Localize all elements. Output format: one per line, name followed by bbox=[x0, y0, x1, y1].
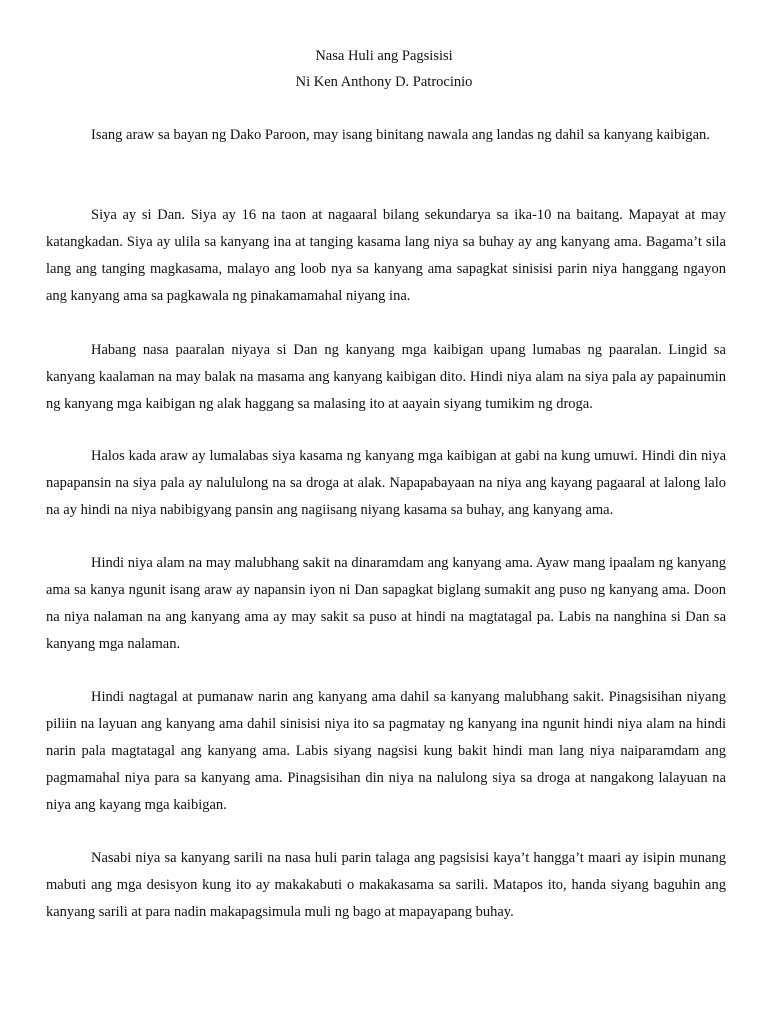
document-author: Ni Ken Anthony D. Patrocinio bbox=[295, 74, 473, 90]
paragraph-text: Isang araw sa bayan ng Dako Paroon, may isang binitang nawala ang landas ng dahil sa kanyang kaibigan. bbox=[91, 127, 710, 143]
paragraph-5 bbox=[46, 550, 726, 658]
paragraph-text: Halos kada araw ay lumalabas siya kasama ng kanyang mga kaibigan at gabi na kung umuwi. Hindi din niya napapansin na siya pala ay nalululong na sa droga at alak. Napapabayaan na niya ang kayang pagaaral at lalong lalo na ay hindi na niya nabibigyang pansin ang nagiisang niyang kasama sa buhay, ang kanyang ama. bbox=[46, 448, 726, 518]
paragraph-4 bbox=[46, 443, 726, 524]
document-title: Nasa Huli ang Pagsisisi bbox=[315, 48, 453, 64]
paragraph-text: Hindi nagtagal at pumanaw narin ang kanyang ama dahil sa kanyang malubhang sakit. Pinagsisihan niyang piliin na layuan ang kanyang ama dahil sinisisi niya ito sa pagmatay ng kanyang ina ngunit hindi niya alam na hindi narin pala magtatagal ang kanyang ama. Labis siyang nagsisi kung bakit hindi man lang niya naiparamdam ang pagmamahal niya para sa kanyang ama. Pinagsisihan din niya na nalulong siya sa droga at nangakong lalayuan na niya ang kayang mga kaibigan. bbox=[46, 689, 726, 813]
paragraph-text: Siya ay si Dan. Siya ay 16 na taon at nagaaral bilang sekundarya sa ika-10 na baitang. Mapayat at may katangkadan. Siya ay ulila sa kanyang ina at tanging kasama lang niya sa buhay ay ang kanyang ama. Bagama’t sila lang ang tanging magkasama, malayo ang loob nya sa kanyang ama sapagkat sinisisi parin niya hanggang ngayon ang kanyang ama sa pagkawala ng pinakamamahal niyang ina. bbox=[46, 207, 726, 304]
paragraph-6 bbox=[46, 684, 726, 819]
paragraph-text: Habang nasa paaralan niyaya si Dan ng kanyang mga kaibigan upang lumabas ng paaralan. Lingid sa kanyang kaalaman na may balak na masama ang kanyang kaibigan dito. Hindi niya alam na siya pala ay papainumin ng kanyang mga kaibigan ng alak haggang sa malasing ito at aayain siyang tumikim ng droga. bbox=[46, 342, 726, 412]
paragraph-2 bbox=[46, 202, 726, 310]
paragraph-7 bbox=[46, 845, 726, 926]
paragraph-text: Nasabi niya sa kanyang sarili na nasa huli parin talaga ang pagsisisi kaya’t hangga’t maari ay isipin munang mabuti ang mga desisyon kung ito ay makakabuti o makakasama sa sarili. Matapos ito, handa siyang baguhin ang kanyang sarili at para nadin makapagsimula muli ng bago at mapayapang buhay. bbox=[46, 850, 726, 920]
paragraph-text: Hindi niya alam na may malubhang sakit na dinaramdam ang kanyang ama. Ayaw mang ipaalam ng kanyang ama sa kanya ngunit isang araw ay napansin iyon ni Dan sapagkat biglang sumakit ang puso ng kanyang ama. Doon na niya nalaman na ang kanyang ama ay may sakit sa puso at hindi na magtatagal pa. Labis na nanghina si Dan sa kanyang mga nalaman. bbox=[46, 555, 726, 652]
paragraph-3 bbox=[46, 337, 726, 418]
paragraph-1 bbox=[46, 122, 726, 149]
